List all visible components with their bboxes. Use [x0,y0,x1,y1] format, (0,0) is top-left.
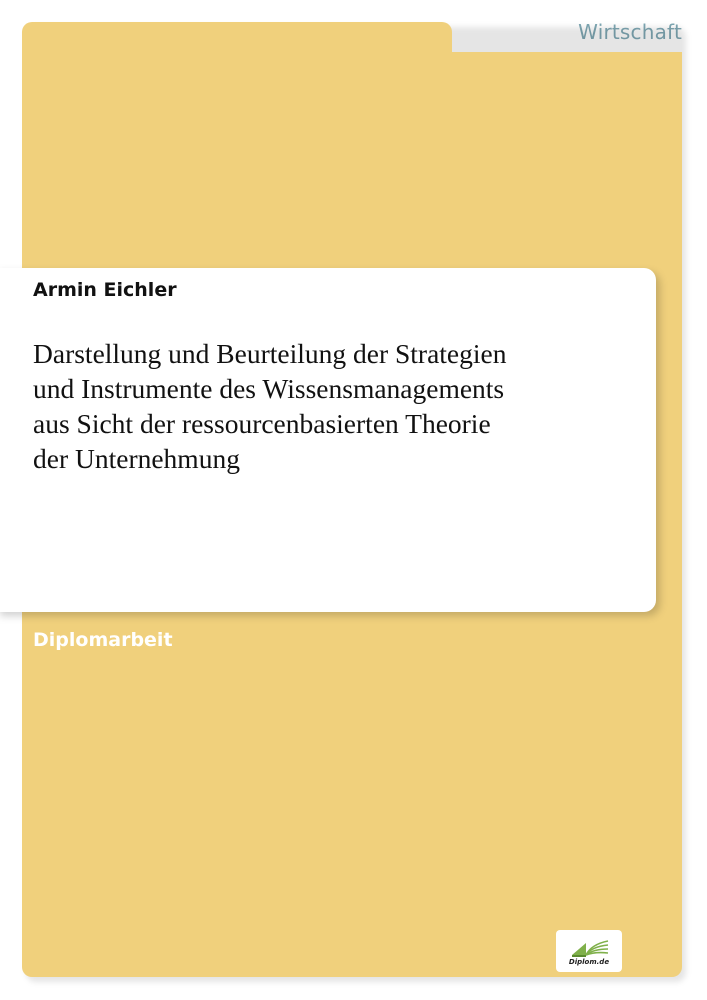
publisher-logo [556,930,622,972]
publisher-logo-text: Diplom.de [568,958,610,966]
title-line-4: der Unternehmung [33,443,240,474]
document-type-label: Diplomarbeit [33,629,173,651]
author-name: Armin Eichler [33,279,177,301]
title-line-1: Darstellung und Beurteilung der Strategien [33,338,507,369]
diplom-de-logo-icon [566,935,612,959]
title-line-2: und Instrumente des Wissensmanagements [33,373,505,404]
book-title [33,336,633,476]
title-line-3: aus Sicht der ressourcenbasierten Theorie [33,408,491,439]
category-label: Wirtschaft [578,20,682,44]
